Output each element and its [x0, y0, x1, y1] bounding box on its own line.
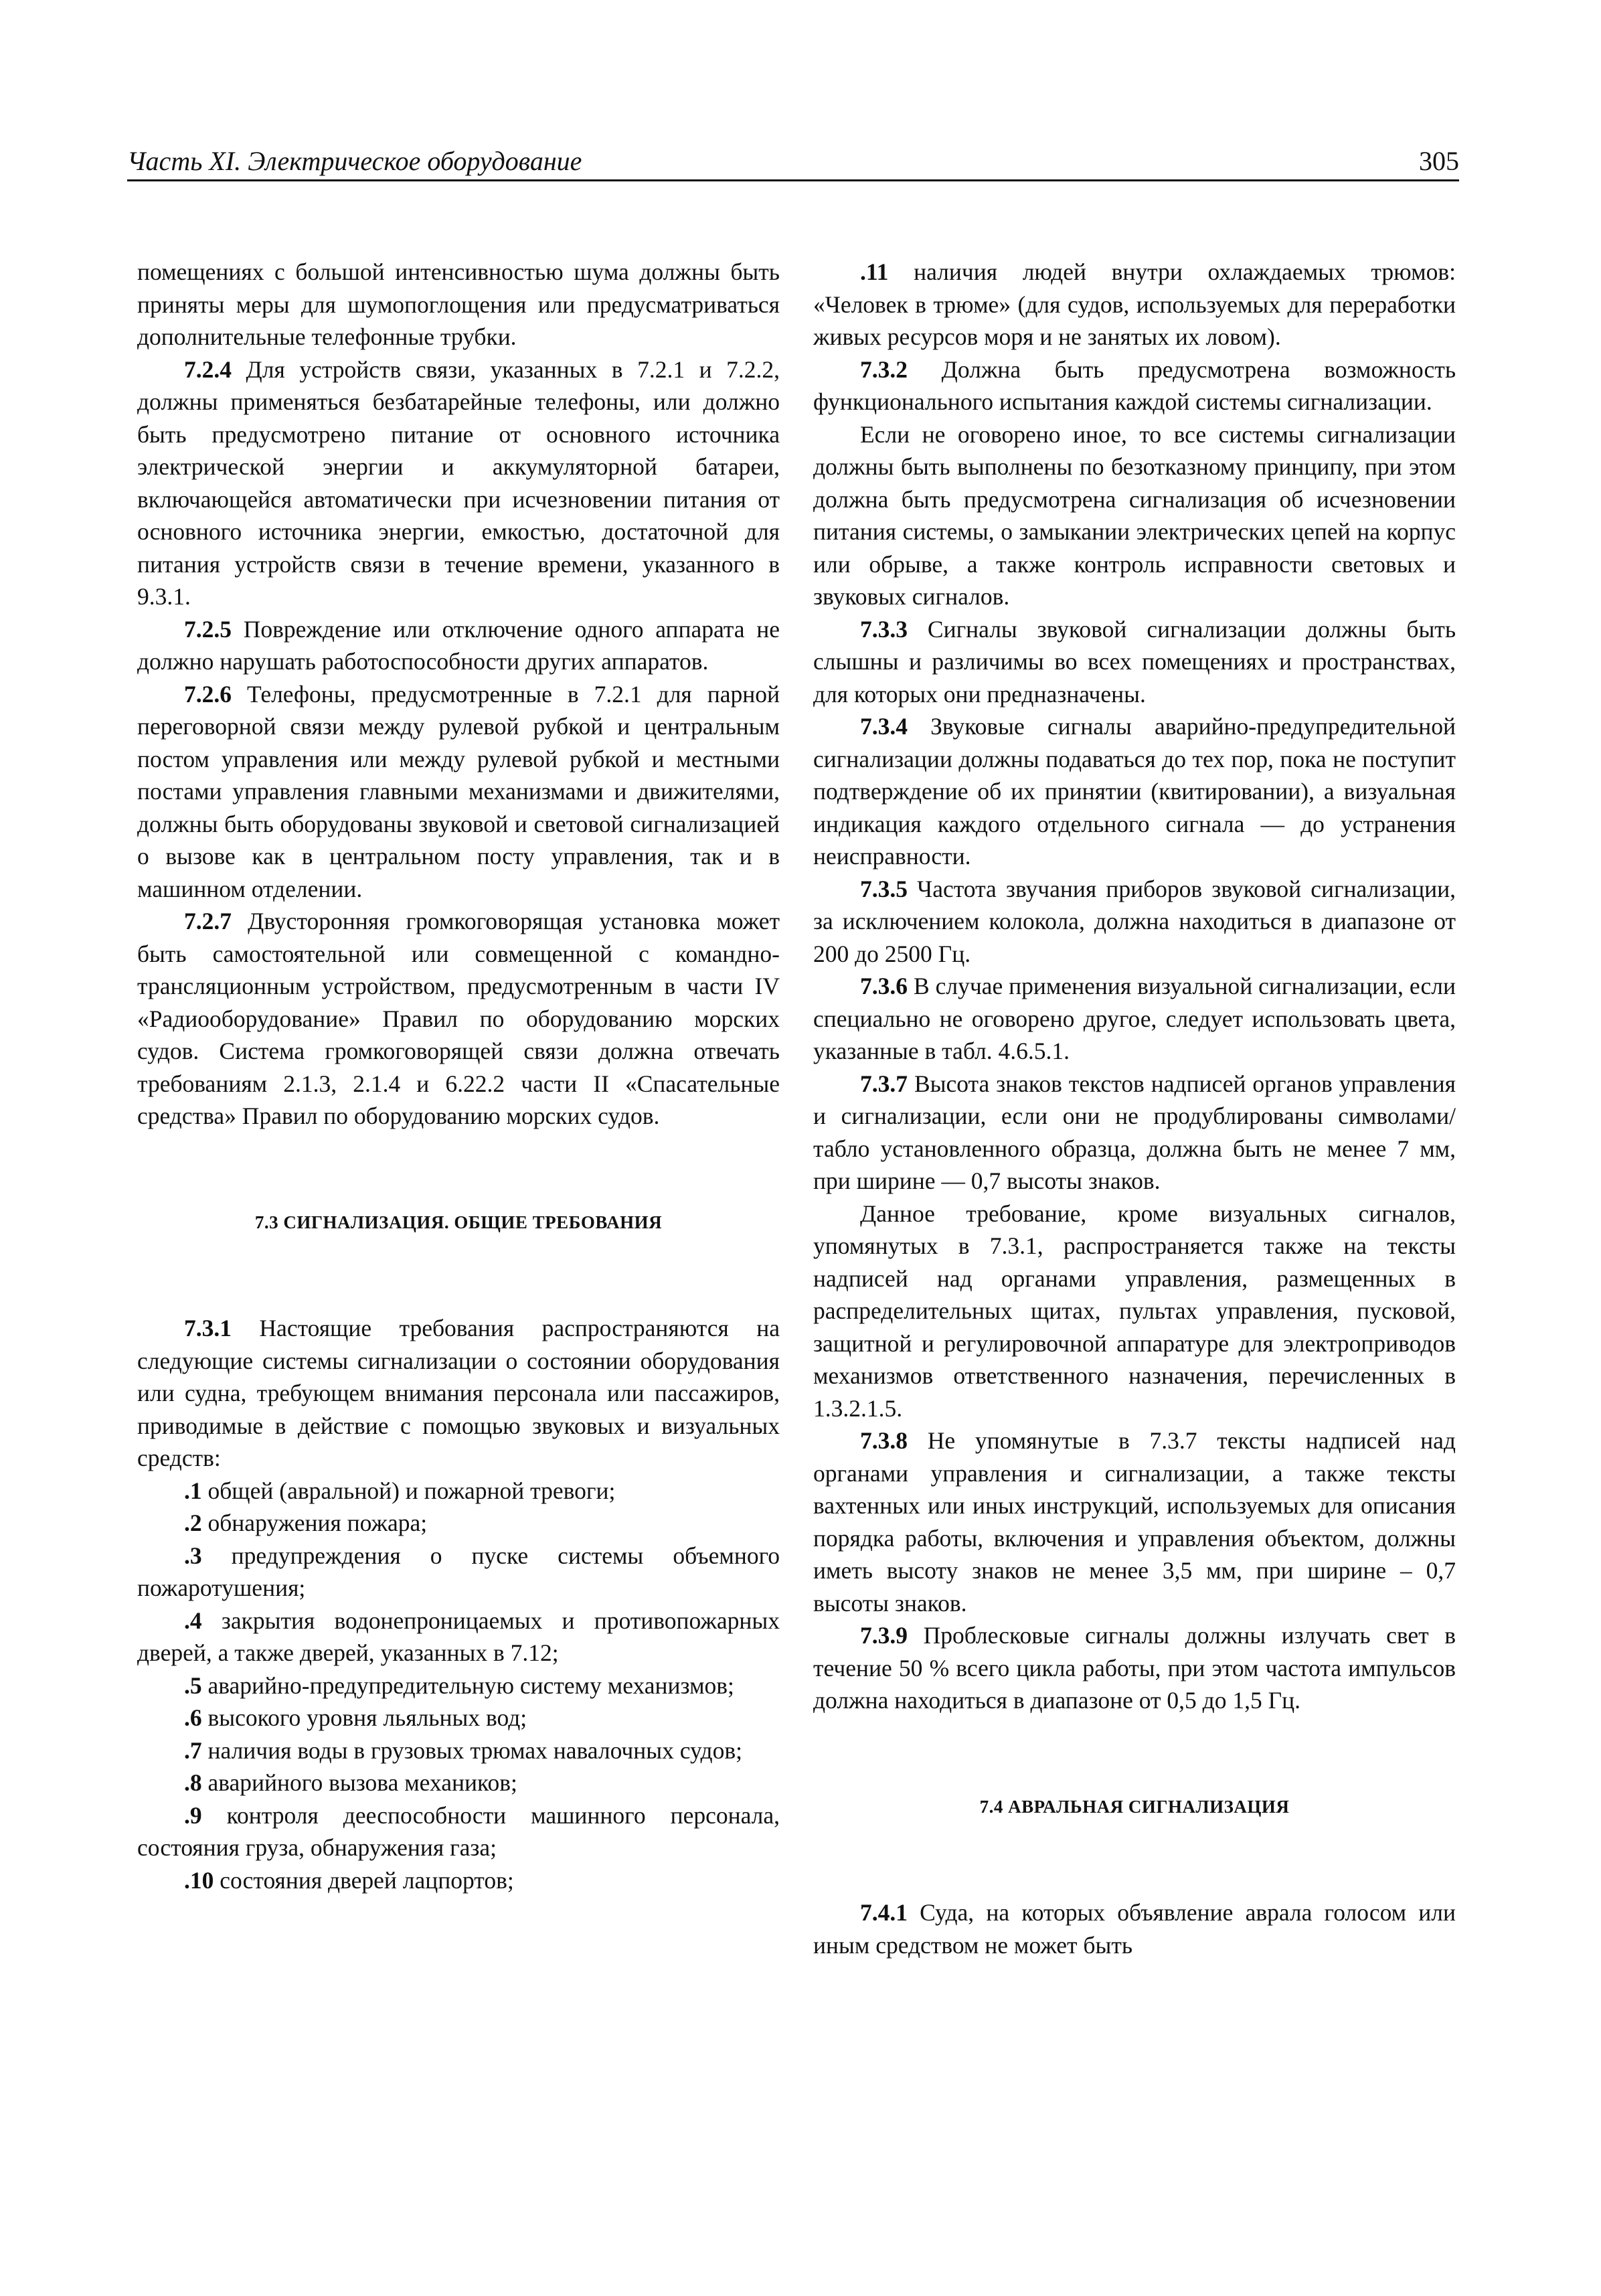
- item-text: аварийно-предупредительную систему механизмов;: [207, 1671, 734, 1699]
- clause-text: Высота знаков текстов надписей органов управления и сигнализации, если они не продублированы символами/табло установленного образца, должна быть не менее 7 мм, при ширине — 0,7 высоты знаков.: [813, 1070, 1456, 1194]
- item-number: .5: [184, 1671, 202, 1699]
- paragraph: помещениях с большой интенсивностью шума должны быть приняты меры для шумопоглощения или предусматриваться дополнительные телефонные трубки.: [137, 258, 780, 350]
- list-item: [137, 1475, 780, 1507]
- clause-text: Должна быть предусмотрена возможность функционального испытания каждой системы сигнализации.: [813, 355, 1456, 415]
- item-number: .10: [184, 1866, 214, 1894]
- item-number: .8: [184, 1769, 202, 1796]
- item-number: .4: [184, 1607, 202, 1634]
- list-item: [137, 1734, 780, 1767]
- list-item: [137, 1605, 780, 1669]
- clause-text: Суда, на которых объявление аврала голосом или иным средством не может быть: [813, 1899, 1456, 1959]
- page-header: [127, 146, 1459, 181]
- clause-number: 7.3.9: [860, 1622, 908, 1649]
- clause-number: 7.3.5: [860, 875, 908, 902]
- item-text: состояния дверей лацпортов;: [220, 1866, 514, 1894]
- paragraph: Данное требование, кроме визуальных сигналов, упомянутых в 7.3.1, распространяется также на тексты надписей над органами управления, размещенных в распределительных щитах, пультах управления, пусковой, защитной и регулировочной аппаратуре для электроприводов механизмов ответственного назначения, перечисленных в 1.3.2.1.5.: [813, 1200, 1456, 1422]
- paragraph: Если не оговорено иное, то все системы сигнализации должны быть выполнены по безотказному принципу, при этом должна быть предусмотрена сигнализация об исчезновении питания системы, о замыкании электрических цепей на корпус или обрыве, а также контроль исправности световых и звуковых сигналов.: [813, 420, 1456, 610]
- clause-text: Телефоны, предусмотренные в 7.2.1 для парной переговорной связи между рулевой рубкой и центральным постом управления или между рулевой рубкой и местными постами управления главными механизмами и движителями, должны быть оборудованы звуковой и световой сигнализацией о вызове как в центральном посту управления, так и в машинном отделении.: [137, 680, 780, 902]
- item-text: аварийного вызова механиков;: [207, 1769, 517, 1796]
- clause-number: 7.3.6: [860, 973, 908, 999]
- item-number: .6: [184, 1704, 202, 1731]
- paragraph-7-2-4: [137, 353, 780, 613]
- clause-number: 7.3.1: [184, 1315, 232, 1341]
- list-item: [137, 1767, 780, 1799]
- paragraph-7-3-4: [813, 710, 1456, 873]
- running-title: Часть XI. Электрическое оборудование: [127, 146, 582, 176]
- clause-text: Сигналы звуковой сигнализации должны быть слышны и различимы во всех помещениях и пространствах, для которых они предназначены.: [813, 615, 1456, 708]
- list-item: [137, 1799, 780, 1864]
- item-text: обнаружения пожара;: [207, 1509, 428, 1536]
- list-item: [813, 256, 1456, 353]
- clause-text: Двусторонняя громкоговорящая установка может быть самостоятельной или совмещенной с командно-трансляционным устройством, предусмотренным в части IV «Радиооборудование» Правил по оборудованию морских судов. Система громкоговорящей связи должна отвечать требованиям 2.1.3, 2.1.4 и 6.22.2 части II «Спасательные средства» Правил по оборудованию морских судов.: [137, 908, 780, 1129]
- clause-number: 7.3.7: [860, 1070, 908, 1097]
- clause-number: 7.3.8: [860, 1427, 908, 1454]
- item-number: .9: [184, 1801, 202, 1829]
- clause-text: В случае применения визуальной сигнализации, если специально не оговорено другое, следует использовать цвета, указанные в табл. 4.6.5.1.: [813, 973, 1456, 1064]
- paragraph-7-3-9: [813, 1619, 1456, 1717]
- section-heading: 7.3 СИГНАЛИЗАЦИЯ. ОБЩИЕ ТРЕБОВАНИЯ: [254, 1212, 663, 1232]
- clause-text: Для устройств связи, указанных в 7.2.1 и 7.2.2, должны применяться безбатарейные телефоны, или должно быть предусмотрено питание от основного источника электрической энергии и аккумуляторной батареи, включающейся автоматически при исчезновении питания от основного источника энергии, емкостью, достаточной для питания устройств связи в течение времени, указанного в 9.3.1.: [137, 355, 780, 610]
- paragraph-7-3-1: [137, 1312, 780, 1475]
- paragraph-7-3-2: [813, 353, 1456, 418]
- item-text: контроля дееспособности машинного персонала, состояния груза, обнаружения газа;: [137, 1801, 780, 1861]
- item-text: наличия воды в грузовых трюмах навалочных судов;: [207, 1736, 742, 1764]
- clause-text: Не упомянутые в 7.3.7 тексты надписей над органами управления и сигнализации, а также тексты вахтенных или иных инструкций, используемых для описания порядка работы, включения и управления объектом, должны иметь высоту знаков не менее 3,5 мм, при ширине – 0,7 высоты знаков.: [813, 1427, 1456, 1617]
- item-text: предупреждения о пуске системы объемного пожаротушения;: [137, 1542, 780, 1601]
- clause-number: 7.2.5: [184, 615, 232, 643]
- paragraph-7-2-7: [137, 905, 780, 1133]
- item-number: .11: [860, 258, 889, 285]
- paragraph-7-3-6: [813, 970, 1456, 1068]
- paragraph-7-4-1: [813, 1896, 1456, 1961]
- left-column: [137, 256, 780, 1896]
- clause-text: Проблесковые сигналы должны излучать свет в течение 50 % всего цикла работы, при этом частота импульсов должна находиться в диапазоне от 0,5 до 1,5 Гц.: [813, 1622, 1456, 1714]
- paragraph-7-2-5: [137, 613, 780, 678]
- item-number: .1: [184, 1477, 202, 1504]
- paragraph-7-3-8: [813, 1424, 1456, 1619]
- list-item: [137, 1864, 780, 1897]
- list-item: [137, 1702, 780, 1734]
- item-text: закрытия водонепроницаемых и противопожарных дверей, а также дверей, указанных в 7.12;: [137, 1607, 780, 1666]
- paragraph-7-3-3: [813, 613, 1456, 711]
- clause-number: 7.3.2: [860, 355, 908, 383]
- clause-number: 7.2.7: [184, 908, 232, 934]
- item-text: высокого уровня льяльных вод;: [207, 1704, 527, 1731]
- list-item: [137, 1669, 780, 1702]
- item-number: .3: [184, 1542, 202, 1569]
- clause-number: 7.3.4: [860, 713, 908, 740]
- clause-number: 7.2.6: [184, 680, 232, 708]
- paragraph-7-3-7: [813, 1068, 1456, 1198]
- list-item: [137, 1507, 780, 1540]
- section-heading: 7.4 АВРАЛЬНАЯ СИГНАЛИЗАЦИЯ: [979, 1796, 1290, 1817]
- item-text: наличия людей внутри охлаждаемых трюмов: «Человек в трюме» (для судов, используемых для переработки живых ресурсов моря и не занятых их ловом).: [813, 258, 1456, 350]
- clause-number: 7.2.4: [184, 355, 232, 383]
- item-text: общей (авральной) и пожарной тревоги;: [207, 1477, 616, 1504]
- clause-number: 7.4.1: [860, 1899, 908, 1926]
- clause-text: Настоящие требования распространяются на следующие системы сигнализации о состоянии оборудования или судна, требующем внимания персонала или пассажиров, приводимые в действие с помощью звуковых и визуальных средств:: [137, 1315, 780, 1471]
- right-column: [813, 256, 1456, 1961]
- clause-text: Повреждение или отключение одного аппарата не должно нарушать работоспособности других аппаратов.: [137, 615, 780, 675]
- paragraph-7-2-6: [137, 678, 780, 906]
- clause-text: Звуковые сигналы аварийно-предупредительной сигнализации должны подаваться до тех пор, пока не поступит подтверждение об их принятии (квитировании), а визуальная индикация каждого отдельного сигнала — до устранения неисправности.: [813, 713, 1456, 870]
- paragraph-7-3-5: [813, 873, 1456, 971]
- clause-number: 7.3.3: [860, 615, 908, 643]
- list-item: [137, 1540, 780, 1605]
- item-number: .2: [184, 1509, 202, 1536]
- clause-text: Частота звучания приборов звуковой сигнализации, за исключением колокола, должна находиться в диапазоне от 200 до 2500 Гц.: [813, 875, 1456, 967]
- item-number: .7: [184, 1736, 202, 1764]
- page-number: 305: [1419, 146, 1459, 176]
